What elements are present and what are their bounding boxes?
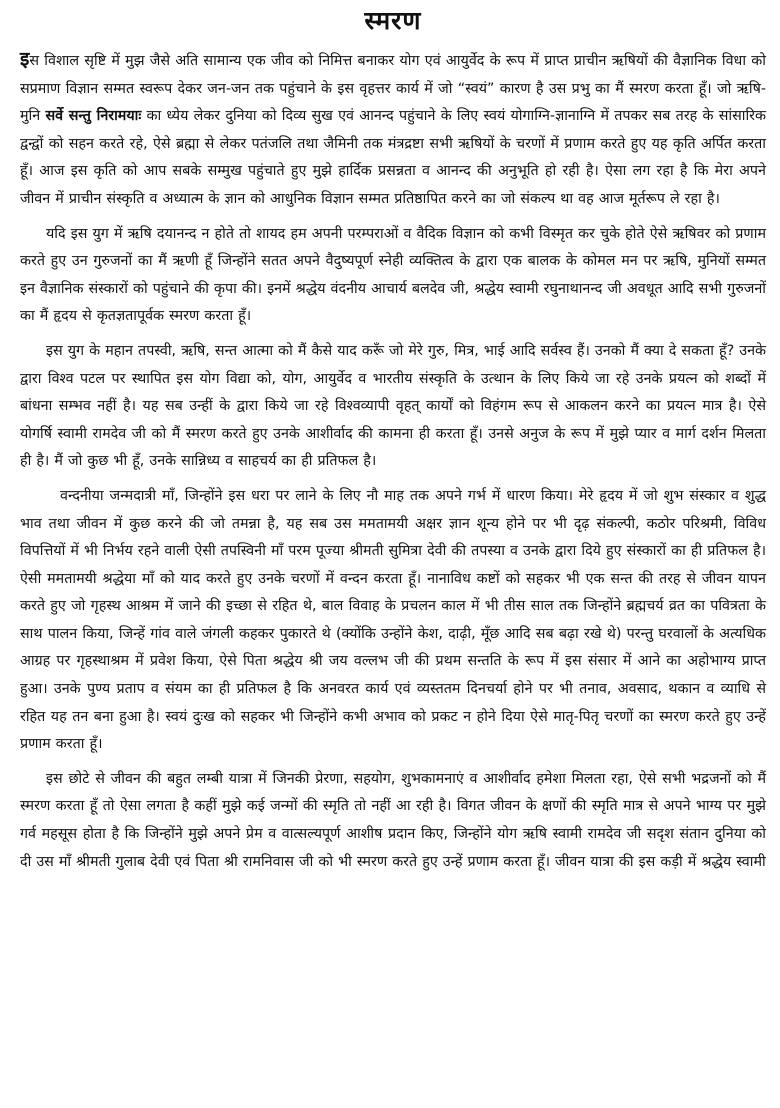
paragraph-dedication <box>20 46 766 214</box>
paragraph-well-wishers: इस छोटे से जीवन की बहुत लम्बी यात्रा में जिनकी प्रेरणा, सहयोग, शुभकामनाएं व आशीर्वाद हमेशा मिलता रहा, ऐसे सभी भद्रजनों को मैं स्मरण करता हूँ तो ऐसा लगता है कहीं मुझे कई जन्मों की स्मृति तो नहीं आ रही है। विगत जीवन के क्षणों की स्मृति मात्र से अपने भाग्य पर मुझे गर्व महसूस होता है कि जिन्होंने मुझे अपने प्रेम व वात्सल्यपूर्ण आशीष प्रदान किए, जिन्होंने योग ऋषि स्वामी रामदेव जी सदृश संतान दुनिया को दी उस माँ श्रीमती गुलाब देवी एवं पिता श्री रामनिवास जी को भी स्मरण करते हुए उन्हें प्रणाम करता हूँ। जीवन यात्रा की इस कड़ी में श्रद्धेय स्वामी <box>20 770 766 870</box>
paragraph-swami-ramdev: इस युग के महान तपस्वी, ऋषि, सन्त आत्मा को मैं कैसे याद करूँ जो मेरे गुरु, मित्र, भाई आदि सर्वस्व हैं। उनको मैं क्या दे सकता हूँ? उनके द्वारा विश्व पटल पर स्थापित इस योग विद्या को, योग, आयुर्वेद व भारतीय संस्कृति के उत्थान के लिए किये जा रहे उनके प्रयत्न को शब्दों में बांधना सम्भव नहीं है। यह सब उन्हीं के द्वारा किये जा रहे विश्वव्यापी वृहत् कार्यों को विहंगम रूप से आकलन करने का प्रयत्न मात्र है। ऐसे योगर्षि स्वामी रामदेव जी को मैं स्मरण करते हुए उनके आशीर्वाद की कामना ही करता हूँ। उनसे अनुज के रूप में मुझे प्यार व मार्ग दर्शन मिलता ही है। मैं जो कुछ भी हूँ, उनके सान्निध्य व साहचर्य का ही प्रतिफल है। <box>20 342 766 470</box>
paragraph-text: का ध्येय लेकर दुनिया को दिव्य सुख एवं आनन्द पहुंचाने के लिए स्वयं योगाग्नि-ज्ञानाग्नि में तपकर सब तरह के सांसारिक द्वन्द्वों को सहन करते रहे, ऐसे ब्रह्मा से लेकर पतंजलि तथा जैमिनी तक मंत्रद्रष्टा सभी ऋषियों के चरणों में प्रणाम करते हुए यह कृति अर्पित करता हूँ। आज इस कृति को आप सबके सम्मुख पहुंचाते हुए मुझे हार्दिक प्रसन्नता व आनन्द की अनुभूति हो रही है। ऐसा लग रहा है कि मेरा अपने जीवन में प्राचीन संस्कृति व अध्यात्म के ज्ञान को आधुनिक विज्ञान सम्मत प्रतिष्ठापित करने का जो संकल्प था वह आज मूर्तरूप ले रहा है। <box>20 108 767 207</box>
paragraph-gurus: यदि इस युग में ऋषि दयानन्द न होते तो शायद हम अपनी परम्पराओं व वैदिक विज्ञान को कभी विस्मृत कर चुके होते ऐसे ऋषिवर को प्रणाम करते हुए उन गुरुजनों का मैं ऋणी हूँ जिन्होंने सतत अपने वैदुष्यपूर्ण स्नेही व्यक्तित्व के द्वारा एक बालक के कोमल मन पर ऋषि, मुनियों सम्मत इन वैज्ञानिक संस्कारों को पहुंचाने की कृपा की। इनमें श्रद्धेय वंदनीय आचार्य बलदेव जी, श्रद्धेय स्वामी रघुनाथानन्द जी अवधूत आदि सभी गुरुजनों का मैं हृदय से कृतज्ञतापूर्वक स्मरण करता हूँ। <box>20 225 766 325</box>
bold-phrase: सर्वे सन्तु निरामयाः <box>45 108 142 125</box>
drop-letter: इ <box>20 48 30 70</box>
paragraph-text: स विशाल सृष्टि में मुझ जैसे अति सामान्य एक जीव को निमित्त बनाकर योग एवं आयुर्वेद के रूप में प्राप्त प्राचीन ऋषियों की वैज्ञानिक विधा को सप्रमाण विज्ञान सम्मत स्वरूप देकर जन-जन तक पहुंचाने के इस वृहत्तर कार्य में जो “स्वयं” कारण है उस प्रभु का मैं स्मरण करता हूँ। जो ऋषि-मुनि <box>20 53 766 125</box>
paragraph-parents: वन्दनीया जन्मदात्री माँ, जिन्होंने इस धरा पर लाने के लिए नौ माह तक अपने गर्भ में धारण किया। मेरे हृदय में जो शुभ संस्कार व शुद्ध भाव तथा जीवन में कुछ करने की जो तमन्ना है, यह सब उस ममतामयी अक्षर ज्ञान शून्य होने पर भी दृढ़ संकल्पी, कठोर परिश्रमी, विविध विपत्तियों में भी निर्भय रहने वाली ऐसी तपस्विनी माँ परम पूज्या श्रीमती सुमित्रा देवी की तपस्या व उनके द्वारा दिये हुए संस्कारों का ही प्रतिफल है। ऐसी ममतामयी श्रद्धेया माँ को याद करते हुए उनके चरणों में वन्दन करता हूँ। नानाविध कष्टों को सहकर भी एक सन्त की तरह से जीवन यापन करते हुए जो गृहस्थ आश्रम में जाने की इच्छा से रहित थे, बाल विवाह के प्रचलन काल में भी तीस साल तक जिन्होंने ब्रह्मचर्य व्रत का पवित्रता के साथ पालन किया, जिन्हें गांव वाले जंगली कहकर पुकारते थे (क्योंकि उन्होंने केश, दाढ़ी, मूँछ आदि सब बढ़ा रखे थे) परन्तु घरवालों के अत्यधिक आग्रह पर गृहस्थाश्रम में प्रवेश किया, ऐसे पिता श्रद्धेय श्री जय वल्लभ जी की प्रथम सन्तति के रूप में इस संसार में आने का अहोभाग्य प्राप्त हुआ। उनके पुण्य प्रताप व संयम का ही प्रतिफल है कि अनवरत कार्य एवं व्यस्ततम दिनचर्या होने पर भी तनाव, अवसाद, थकान व व्याधि से रहित यह तन बना हुआ है। स्वयं दुःख को सहकर भी जिन्होंने कभी अभाव को प्रकट न होने दिया ऐसे मातृ-पितृ चरणों का स्मरण करते हुए उन्हें प्रणाम करता हूँ। <box>20 487 766 753</box>
page-title: स्मरण <box>364 6 422 35</box>
